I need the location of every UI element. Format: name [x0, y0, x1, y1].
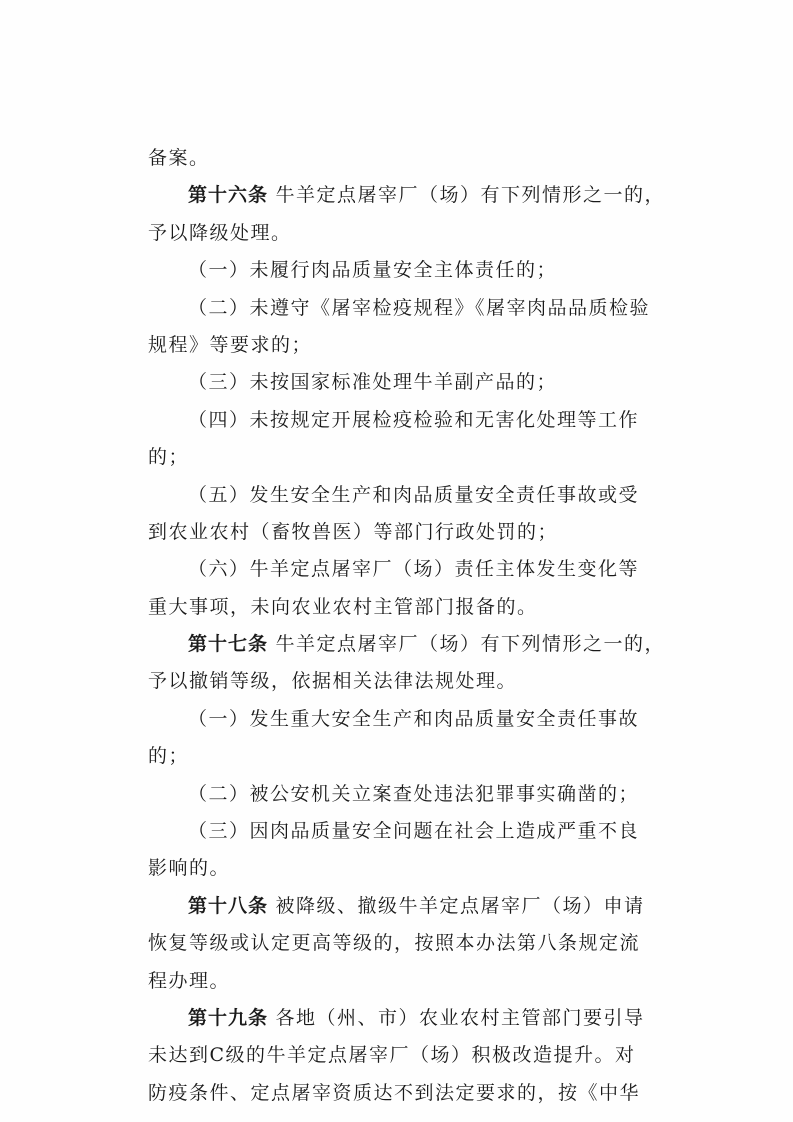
text-line	[148, 439, 648, 476]
line-text: 的；	[148, 446, 190, 469]
text-line	[148, 963, 648, 1000]
text-line	[148, 402, 648, 439]
text-line	[148, 215, 648, 252]
text-line	[148, 514, 648, 551]
document-body	[148, 140, 666, 1112]
text-line	[148, 663, 648, 700]
line-text: （一）发生重大安全生产和肉品质量安全责任事故	[188, 707, 640, 730]
line-text: （五）发生安全生产和肉品质量安全责任事故或受	[188, 483, 640, 506]
text-line	[148, 551, 648, 588]
text-line	[148, 850, 648, 887]
line-text: （三）因肉品质量安全问题在社会上造成严重不良	[188, 820, 640, 843]
text-line	[148, 626, 666, 663]
text-line	[148, 701, 648, 738]
text-line	[148, 925, 648, 962]
line-text: 恢复等级或认定更高等级的，按照本办法第八条规定流	[148, 932, 641, 955]
text-line	[148, 177, 666, 214]
line-text: （三）未按国家标准处理牛羊副产品的；	[188, 371, 558, 394]
text-line	[148, 738, 648, 775]
text-line	[148, 888, 648, 925]
line-text: 牛羊定点屠宰厂（场）有下列情形之一的，	[268, 633, 666, 656]
text-line	[148, 252, 648, 289]
text-line	[148, 776, 648, 813]
line-text: 影响的。	[148, 857, 231, 880]
text-line	[148, 290, 651, 327]
line-text: 防疫条件、定点屠宰资质达不到法定要求的，按《中华	[148, 1081, 641, 1104]
line-text: 各地（州、市）农业农村主管部门要引导	[268, 1006, 645, 1029]
line-text: 备案。	[148, 147, 210, 169]
text-line	[148, 589, 648, 626]
text-line	[148, 327, 648, 364]
text-line	[148, 1075, 648, 1112]
line-text: 予以撤销等级，依据相关法律法规处理。	[148, 670, 518, 693]
line-text: 重大事项，未向农业农村主管部门报备的。	[148, 595, 538, 618]
article-heading: 第十九条	[188, 1006, 269, 1029]
text-line	[148, 140, 648, 177]
line-text: 未达到C级的牛羊定点屠宰厂（场）积极改造提升。对	[148, 1044, 636, 1067]
text-line	[148, 1000, 648, 1037]
line-text: 程办理。	[148, 969, 231, 992]
line-text: （四）未按规定开展检疫检验和无害化处理等工作	[188, 408, 640, 431]
line-text: 牛羊定点屠宰厂（场）有下列情形之一的，	[268, 184, 666, 207]
line-text: 被降级、撤级牛羊定点屠宰厂（场）申请	[268, 894, 645, 917]
line-text: 的；	[148, 745, 190, 768]
article-heading: 第十八条	[188, 894, 269, 917]
line-text: 到农业农村（畜牧兽医）等部门行政处罚的；	[148, 520, 559, 543]
line-text: （一）未履行肉品质量安全主体责任的；	[188, 259, 558, 282]
text-line	[148, 813, 648, 850]
line-text: （二）未遵守《屠宰检疫规程》《屠宰肉品品质检验	[188, 296, 651, 319]
line-text: 予以降级处理。	[148, 221, 292, 244]
text-line	[148, 1037, 648, 1074]
article-heading: 第十七条	[188, 633, 269, 656]
line-text: （二）被公安机关立案查处违法犯罪事实确凿的；	[188, 782, 640, 805]
text-line	[148, 477, 648, 514]
line-text: 规程》等要求的；	[148, 333, 313, 356]
text-line	[148, 364, 648, 401]
line-text: （六）牛羊定点屠宰厂（场）责任主体发生变化等	[188, 558, 640, 581]
article-heading: 第十六条	[188, 184, 269, 207]
